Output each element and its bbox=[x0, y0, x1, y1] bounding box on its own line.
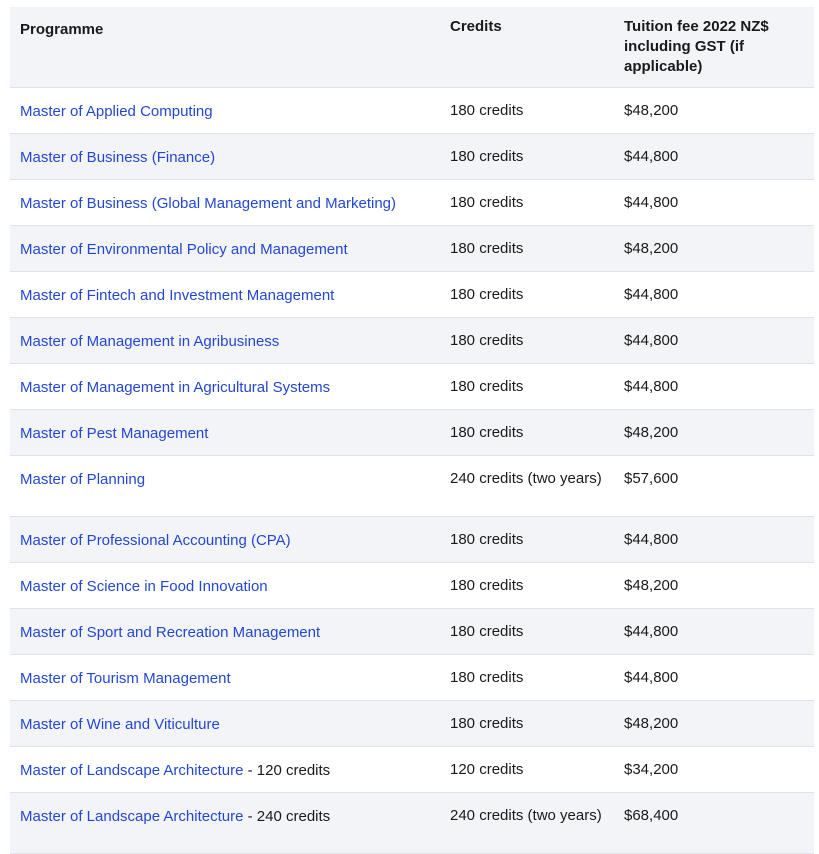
programme-link[interactable]: Master of Business (Finance) bbox=[20, 149, 216, 166]
programme-link[interactable]: Master of Planning bbox=[20, 471, 146, 488]
programme-suffix: - 240 credits bbox=[243, 808, 331, 825]
table-row bbox=[10, 701, 814, 747]
fee-cell: $44,800 bbox=[614, 318, 814, 364]
programme-cell bbox=[10, 318, 440, 364]
table-row bbox=[10, 609, 814, 655]
fee-cell: $68,400 bbox=[614, 793, 814, 854]
programme-link[interactable]: Master of Professional Accounting (CPA) bbox=[20, 532, 291, 549]
table-row bbox=[10, 456, 814, 517]
programme-link[interactable]: Master of Management in Agricultural Systems bbox=[20, 379, 331, 396]
programme-suffix: - 120 credits bbox=[243, 762, 331, 779]
credits-cell: 180 credits bbox=[440, 226, 614, 272]
credits-cell: 180 credits bbox=[440, 655, 614, 701]
programme-link[interactable]: Master of Landscape Architecture bbox=[20, 762, 244, 779]
fees-table bbox=[10, 7, 814, 854]
table-row bbox=[10, 226, 814, 272]
fee-cell: $57,600 bbox=[614, 456, 814, 517]
fee-cell: $44,800 bbox=[614, 180, 814, 226]
fee-cell: $44,800 bbox=[614, 609, 814, 655]
table-row bbox=[10, 318, 814, 364]
programme-link[interactable]: Master of Landscape Architecture bbox=[20, 808, 244, 825]
credits-cell: 180 credits bbox=[440, 318, 614, 364]
credits-cell: 180 credits bbox=[440, 609, 614, 655]
table-row bbox=[10, 364, 814, 410]
table-row bbox=[10, 517, 814, 563]
fee-cell: $34,200 bbox=[614, 747, 814, 793]
fee-cell: $48,200 bbox=[614, 563, 814, 609]
programme-cell bbox=[10, 364, 440, 410]
credits-cell: 240 credits (two years) bbox=[440, 456, 614, 517]
programme-cell bbox=[10, 701, 440, 747]
programme-cell bbox=[10, 747, 440, 793]
programme-cell bbox=[10, 609, 440, 655]
header-fee: Tuition fee 2022 NZ$ including GST (if applicable) bbox=[614, 7, 814, 88]
credits-cell: 180 credits bbox=[440, 364, 614, 410]
programme-link[interactable]: Master of Science in Food Innovation bbox=[20, 578, 268, 595]
programme-link[interactable]: Master of Environmental Policy and Management bbox=[20, 241, 348, 258]
programme-link[interactable]: Master of Sport and Recreation Management bbox=[20, 624, 321, 641]
table-body bbox=[10, 88, 814, 854]
programme-cell bbox=[10, 272, 440, 318]
header-programme: Programme bbox=[10, 7, 440, 88]
programme-cell bbox=[10, 134, 440, 180]
table-row bbox=[10, 793, 814, 854]
programme-cell bbox=[10, 88, 440, 134]
table-row bbox=[10, 747, 814, 793]
credits-cell: 180 credits bbox=[440, 701, 614, 747]
programme-link[interactable]: Master of Wine and Viticulture bbox=[20, 716, 220, 733]
programme-cell bbox=[10, 226, 440, 272]
credits-cell: 180 credits bbox=[440, 563, 614, 609]
fee-cell: $48,200 bbox=[614, 410, 814, 456]
table-row bbox=[10, 563, 814, 609]
fee-cell: $48,200 bbox=[614, 701, 814, 747]
table-row bbox=[10, 134, 814, 180]
programme-cell bbox=[10, 793, 440, 854]
programme-cell bbox=[10, 563, 440, 609]
table-header-row bbox=[10, 7, 814, 88]
table-row bbox=[10, 180, 814, 226]
fee-cell: $44,800 bbox=[614, 134, 814, 180]
programme-link[interactable]: Master of Management in Agribusiness bbox=[20, 333, 280, 350]
fee-cell: $48,200 bbox=[614, 226, 814, 272]
credits-cell: 180 credits bbox=[440, 180, 614, 226]
programme-cell bbox=[10, 517, 440, 563]
credits-cell: 180 credits bbox=[440, 272, 614, 318]
credits-cell: 180 credits bbox=[440, 410, 614, 456]
fee-cell: $44,800 bbox=[614, 364, 814, 410]
programme-link[interactable]: Master of Applied Computing bbox=[20, 103, 213, 120]
programme-link[interactable]: Master of Pest Management bbox=[20, 425, 209, 442]
credits-cell: 180 credits bbox=[440, 134, 614, 180]
fee-cell: $44,800 bbox=[614, 272, 814, 318]
programme-cell bbox=[10, 180, 440, 226]
table-row bbox=[10, 272, 814, 318]
table-row bbox=[10, 655, 814, 701]
table-row bbox=[10, 410, 814, 456]
programme-link[interactable]: Master of Business (Global Management and Marketing) bbox=[20, 195, 397, 212]
credits-cell: 120 credits bbox=[440, 747, 614, 793]
header-credits: Credits bbox=[440, 7, 614, 88]
credits-cell: 180 credits bbox=[440, 88, 614, 134]
credits-cell: 240 credits (two years) bbox=[440, 793, 614, 854]
fees-table-container bbox=[10, 7, 814, 854]
programme-cell bbox=[10, 456, 440, 517]
table-row bbox=[10, 88, 814, 134]
credits-cell: 180 credits bbox=[440, 517, 614, 563]
programme-cell bbox=[10, 410, 440, 456]
fee-cell: $44,800 bbox=[614, 517, 814, 563]
fee-cell: $44,800 bbox=[614, 655, 814, 701]
programme-link[interactable]: Master of Tourism Management bbox=[20, 670, 231, 687]
programme-cell bbox=[10, 655, 440, 701]
fee-cell: $48,200 bbox=[614, 88, 814, 134]
programme-link[interactable]: Master of Fintech and Investment Management bbox=[20, 287, 335, 304]
